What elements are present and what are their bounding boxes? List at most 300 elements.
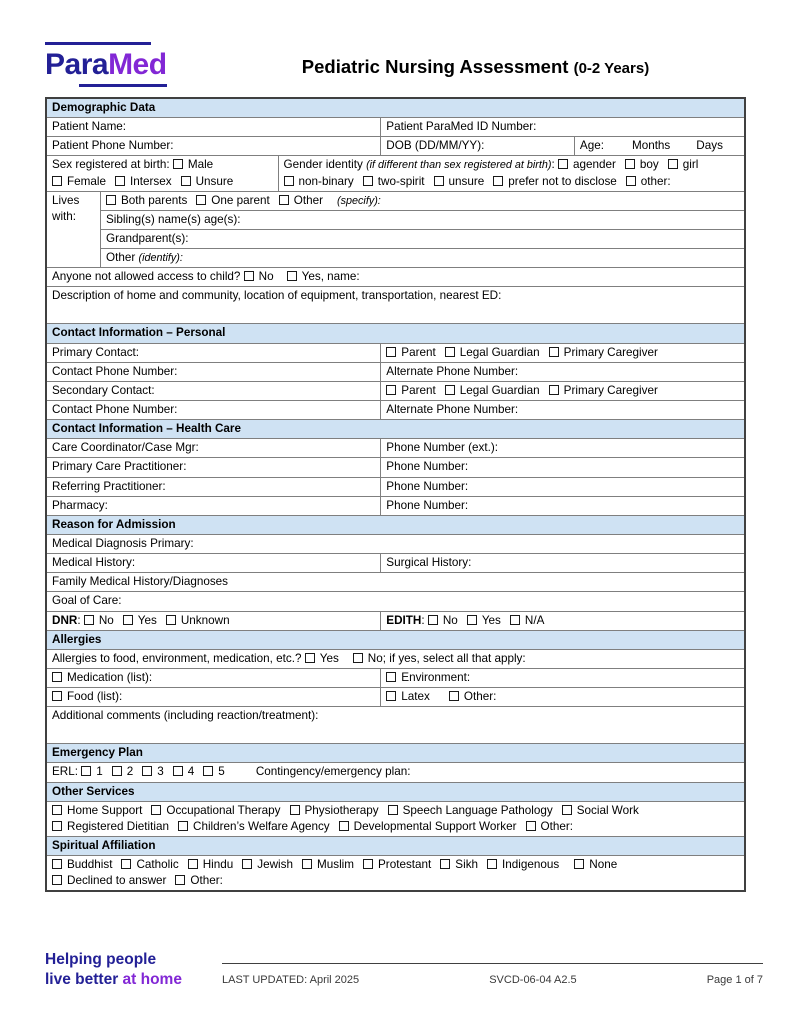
checkbox-option[interactable] [52,874,166,887]
checkbox-option[interactable] [106,194,187,207]
row-allergies-question [46,649,745,668]
allergy-latex-other-field[interactable] [381,688,745,707]
row-secondary-contact [46,381,745,400]
goal-of-care-field[interactable] [46,592,745,611]
checkbox-icon[interactable] [386,385,396,395]
section-reason-for-admission [46,515,745,534]
italic-label: (specify): [337,194,381,207]
checkbox-label: Hindu [202,858,234,872]
checkbox-label: Muslim [317,858,355,872]
checkbox-icon[interactable] [445,347,455,357]
checkbox-icon[interactable] [173,159,183,169]
checkbox-label: Yes, name: [301,270,360,284]
field-label: Phone Number (ext.): [386,441,499,455]
checkbox-option[interactable] [52,858,112,871]
checkbox-icon[interactable] [151,805,161,815]
checkbox-label: Legal Guardian [459,383,540,397]
checkbox-icon[interactable] [284,176,294,186]
section-emergency-plan [46,744,745,763]
page-number-text: Page 1 of 7 [706,974,763,986]
checkbox-option[interactable] [428,614,458,627]
gender-identity-field[interactable] [278,156,745,191]
checkbox-icon[interactable] [173,766,183,776]
checkbox-icon[interactable] [625,159,635,169]
checkbox-label: One parent [211,193,270,207]
checkbox-icon[interactable] [178,821,188,831]
row-grandparents [46,229,745,248]
field-label: Medical History: [52,556,136,570]
checkbox-option[interactable] [284,175,354,188]
checkbox-icon[interactable] [388,805,398,815]
section-header: Demographic Data [46,98,745,118]
checkbox-label: 3 [157,765,164,779]
family-history-field[interactable] [46,573,745,592]
allergies-question-field[interactable] [46,649,745,668]
edith-field[interactable] [381,611,745,630]
field-label: Contact Phone Number: [52,402,178,416]
section-header: Contact Information – Personal [46,324,745,343]
dob-field[interactable] [381,137,575,156]
checkbox-icon[interactable] [81,766,91,776]
row-phone-dob-age [46,137,745,156]
checkbox-option[interactable] [287,270,360,283]
checkbox-option[interactable] [178,820,330,833]
checkbox-label: 1 [96,765,103,779]
checkbox-option[interactable] [81,765,103,778]
footer-meta [222,963,763,986]
checkbox-label: No [258,270,274,284]
checkbox-icon[interactable] [52,691,62,701]
checkbox-option[interactable] [52,690,122,703]
care-coordinator-field[interactable] [46,439,381,458]
spiritual-affiliation-field[interactable] [46,856,745,892]
spacer [670,148,696,149]
field-label: DOB (DD/MM/YY): [386,139,485,153]
logo-text-para: Para [45,48,109,81]
checkbox-icon[interactable] [626,176,636,186]
checkbox-icon[interactable] [188,859,198,869]
checkbox-option[interactable] [526,820,573,833]
checkbox-option[interactable] [181,175,234,188]
field-label: Patient Phone Number: [52,139,174,153]
checkbox-icon[interactable] [279,195,289,205]
row-contact-phone-2 [46,400,745,419]
siblings-field[interactable] [101,210,745,229]
checkbox-option[interactable] [302,858,354,871]
checkbox-label: Indigenous [502,858,560,872]
checkbox-label: Other [293,193,324,207]
secondary-contact-field[interactable] [46,381,381,400]
title-suffix: (0-2 Years) [573,60,650,77]
field-label: Family Medical History/Diagnoses [52,575,229,589]
medical-diagnosis-field[interactable] [46,534,745,553]
checkbox-option[interactable] [353,652,526,665]
checkbox-icon[interactable] [181,176,191,186]
checkbox-label: non-binary [298,174,354,188]
spacer [604,148,632,149]
checkbox-icon[interactable] [363,176,373,186]
contact-phone-field-2[interactable] [46,400,381,419]
primary-contact-role-field[interactable] [381,343,745,362]
checkbox-option[interactable] [173,765,195,778]
section-spiritual-affiliation [46,836,745,855]
checkbox-option[interactable] [386,384,435,397]
checkbox-option[interactable] [562,804,639,817]
row-medical-surgical-history [46,554,745,573]
checkbox-label: Food (list): [67,690,123,704]
checkbox-option[interactable] [445,346,540,359]
checkbox-option[interactable] [84,614,114,627]
checkbox-icon[interactable] [52,821,62,831]
checkbox-label: agender [573,158,616,172]
checkbox-option[interactable] [625,158,659,171]
checkbox-icon[interactable] [244,271,254,281]
checkbox-option[interactable] [434,175,485,188]
pharmacy-field[interactable] [46,496,381,515]
checkbox-icon[interactable] [574,859,584,869]
checkbox-label: Primary Caregiver [563,345,658,359]
checkbox-label: Buddhist [67,858,113,872]
referring-practitioner-phone-field[interactable] [381,477,745,496]
checkbox-option[interactable] [196,194,269,207]
field-label: Alternate Phone Number: [386,402,519,416]
grandparents-field[interactable] [101,229,745,248]
checkbox-label: Yes [481,613,501,627]
field-label: Surgical History: [386,556,472,570]
checkbox-icon[interactable] [434,176,444,186]
checkbox-icon[interactable] [386,347,396,357]
field-label: Anyone not allowed access to child? [52,270,244,284]
checkbox-icon[interactable] [242,859,252,869]
contact-phone-field[interactable] [46,362,381,381]
row-additional-comments [46,707,745,744]
checkbox-option[interactable] [549,384,658,397]
checkbox-icon[interactable] [487,859,497,869]
tagline-line1: Helping people [45,951,157,968]
checkbox-label: Occupational Therapy [166,803,281,817]
checkbox-option[interactable] [493,175,617,188]
checkbox-option[interactable] [142,765,164,778]
checkbox-label: Medication (list): [67,670,153,684]
checkbox-label: Sikh [455,858,479,872]
section-contact-health-care [46,420,745,439]
row-lives-with-other [46,249,745,268]
surgical-history-field[interactable] [381,554,745,573]
checkbox-label: boy [639,158,659,172]
checkbox-option[interactable] [244,270,274,283]
row-medical-diagnosis [46,534,745,553]
checkbox-option[interactable] [668,158,699,171]
checkbox-icon[interactable] [339,821,349,831]
checkbox-label: Children’s Welfare Agency [193,819,330,833]
checkbox-icon[interactable] [445,385,455,395]
pharmacy-phone-field[interactable] [381,496,745,515]
checkbox-icon[interactable] [123,615,133,625]
checkbox-option[interactable] [339,820,517,833]
referring-practitioner-field[interactable] [46,477,381,496]
tagline-line2-purple: at home [122,971,182,989]
field-label: Description of home and community, location of equipment, transportation, nearest ED: [52,289,502,303]
field-label: : [421,613,428,627]
checkbox-label: Other: [463,690,497,704]
field-label: Referring Practitioner: [52,479,166,493]
checkbox-icon[interactable] [386,672,396,682]
alternate-phone-field-2[interactable] [381,400,745,419]
field-label: Contingency/emergency plan: [255,765,411,779]
checkbox-icon[interactable] [386,691,396,701]
checkbox-label: No; if yes, select all that apply: [367,651,526,665]
checkbox-option[interactable] [123,614,157,627]
primary-contact-field[interactable] [46,343,381,362]
checkbox-option[interactable] [188,858,234,871]
field-label: Pharmacy: [52,498,108,512]
access-to-child-field[interactable] [46,268,745,287]
checkbox-icon[interactable] [668,159,678,169]
row-allergy-medication-environment [46,668,745,687]
patient-id-field[interactable] [381,118,745,137]
row-siblings [46,210,745,229]
checkbox-option[interactable] [173,158,213,171]
medical-history-field[interactable] [46,554,381,573]
field-label: Gender identity [283,158,367,172]
checkbox-icon[interactable] [112,766,122,776]
field-label: ERL: [52,765,82,779]
checkbox-option[interactable] [242,858,293,871]
checkbox-option[interactable] [279,194,323,207]
field-label: Patient Name: [52,120,127,134]
field-label: Days [696,139,723,153]
checkbox-icon[interactable] [449,691,459,701]
logo-underline [79,84,167,87]
row-home-description [46,287,745,324]
field-label: Sibling(s) name(s) age(s): [106,212,241,226]
row-allergy-food-latex [46,688,745,707]
checkbox-label: Unknown [180,613,230,627]
patient-phone-field[interactable] [46,137,381,156]
checkbox-icon[interactable] [52,176,62,186]
checkbox-icon[interactable] [106,195,116,205]
checkbox-option[interactable] [386,346,435,359]
checkbox-icon[interactable] [175,875,185,885]
checkbox-option[interactable] [121,858,178,871]
checkbox-icon[interactable] [467,615,477,625]
checkbox-icon[interactable] [562,805,572,815]
last-updated-text: LAST UPDATED: April 2025 [222,974,360,986]
checkbox-label: Jewish [257,858,293,872]
checkbox-option[interactable] [487,858,559,871]
section-header: Emergency Plan [46,744,745,763]
checkbox-icon[interactable] [510,615,520,625]
checkbox-icon[interactable] [302,859,312,869]
checkbox-label: Male [187,158,214,172]
logo-text-med: Med [108,48,167,81]
allergy-food-field[interactable] [46,688,381,707]
checkbox-icon[interactable] [428,615,438,625]
tagline-line2-navy: live better [45,971,123,989]
checkbox-option[interactable] [574,858,617,871]
checkbox-icon[interactable] [290,805,300,815]
field-label: Sex registered at birth: [52,158,173,172]
row-lives-with-parents [46,191,745,210]
checkbox-icon[interactable] [84,615,94,625]
checkbox-option[interactable] [510,614,544,627]
section-demographic-data [46,98,745,118]
row-erl [46,763,745,782]
field-label: Months [631,139,671,153]
checkbox-icon[interactable] [363,859,373,869]
sex-registered-field[interactable] [46,156,278,191]
checkbox-icon[interactable] [526,821,536,831]
checkbox-icon[interactable] [440,859,450,869]
checkbox-option[interactable] [175,874,222,887]
checkbox-icon[interactable] [52,672,62,682]
checkbox-icon[interactable] [558,159,568,169]
checkbox-option[interactable] [52,671,152,684]
checkbox-label: Environment: [401,670,471,684]
section-other-services [46,782,745,801]
checkbox-icon[interactable] [203,766,213,776]
field-label: Primary Contact: [52,345,140,359]
checkbox-icon[interactable] [305,653,315,663]
row-dnr-edith [46,611,745,630]
field-label: Allergies to food, environment, medication, etc.? [52,651,305,665]
italic-label: (if different than sex registered at birth) [366,159,552,172]
row-goal-of-care [46,592,745,611]
checkbox-label: Home Support [67,803,143,817]
page-title [170,56,781,78]
row-access-to-child [46,268,745,287]
checkbox-label: Declined to answer [67,874,167,888]
checkbox-option[interactable] [203,765,225,778]
checkbox-icon[interactable] [353,653,363,663]
care-coordinator-phone-field[interactable] [381,439,745,458]
row-referring-practitioner [46,477,745,496]
checkbox-label: Yes [319,651,339,665]
checkbox-option[interactable] [166,614,230,627]
field-label: : [551,158,558,172]
erl-field[interactable] [46,763,745,782]
field-label: : [77,613,84,627]
row-patient-name [46,118,745,137]
checkbox-icon[interactable] [196,195,206,205]
checkbox-option[interactable] [467,614,501,627]
checkbox-label: 4 [187,765,195,779]
checkbox-option[interactable] [52,820,169,833]
logo-topline [45,42,151,45]
checkbox-label: two-spirit [377,174,425,188]
patient-name-field[interactable] [46,118,381,137]
italic-label: (identify): [138,252,183,265]
field-label: Primary Care Practitioner: [52,460,187,474]
paramed-logo [45,50,167,80]
section-header: Spiritual Affiliation [46,836,745,855]
doc-code-text: SVCD-06-04 A2.5 [489,974,577,986]
checkbox-option[interactable] [52,175,106,188]
lives-with-label-cell [46,191,101,268]
checkbox-icon[interactable] [287,271,297,281]
row-contact-phone-1 [46,362,745,381]
assessment-form-table [45,97,746,892]
row-primary-contact [46,343,745,362]
lives-with-parents-field[interactable] [101,191,745,210]
checkbox-label: prefer not to disclose [508,174,617,188]
checkbox-label: No [98,613,114,627]
checkbox-label: 5 [218,765,225,779]
checkbox-option[interactable] [558,158,616,171]
checkbox-option[interactable] [290,804,379,817]
alternate-phone-field[interactable] [381,362,745,381]
field-label: Age: [579,139,604,153]
checkbox-icon[interactable] [52,805,62,815]
checkbox-label: 2 [126,765,134,779]
checkbox-label: Unsure [195,174,234,188]
checkbox-option[interactable] [386,671,470,684]
row-pharmacy [46,496,745,515]
primary-practitioner-field[interactable] [46,458,381,477]
checkbox-icon[interactable] [142,766,152,776]
checkbox-option[interactable] [440,858,478,871]
checkbox-icon[interactable] [52,859,62,869]
checkbox-icon[interactable] [549,385,559,395]
checkbox-icon[interactable] [121,859,131,869]
checkbox-label: Speech Language Pathology [402,803,553,817]
checkbox-option[interactable] [626,175,671,188]
checkbox-label: Parent [401,345,436,359]
primary-practitioner-phone-field[interactable] [381,458,745,477]
checkbox-option[interactable] [445,384,540,397]
checkbox-icon[interactable] [52,875,62,885]
checkbox-option[interactable] [363,175,425,188]
checkbox-option[interactable] [115,175,172,188]
checkbox-label: Legal Guardian [459,345,540,359]
field-label: Care Coordinator/Case Mgr: [52,441,199,455]
dnr-field[interactable] [46,611,381,630]
section-allergies [46,630,745,649]
row-primary-care-practitioner [46,458,745,477]
additional-comments-field[interactable] [46,707,745,744]
checkbox-option[interactable] [549,346,658,359]
home-description-field[interactable] [46,287,745,324]
field-label: Additional comments (including reaction/treatment): [52,709,319,723]
secondary-contact-role-field[interactable] [381,381,745,400]
allergy-environment-field[interactable] [381,668,745,687]
checkbox-option[interactable] [305,652,339,665]
checkbox-option[interactable] [151,804,280,817]
checkbox-label: Primary Caregiver [563,383,658,397]
spacer [234,774,256,775]
checkbox-icon[interactable] [549,347,559,357]
checkbox-option[interactable] [388,804,553,817]
checkbox-icon[interactable] [493,176,503,186]
checkbox-option[interactable] [112,765,134,778]
field-label: Phone Number: [386,498,469,512]
checkbox-option[interactable] [449,690,496,703]
brand-tagline [45,950,182,990]
checkbox-label: girl [682,158,699,172]
checkbox-icon[interactable] [166,615,176,625]
checkbox-label: Intersex [129,174,172,188]
section-contact-personal [46,324,745,343]
checkbox-option[interactable] [363,858,431,871]
checkbox-option[interactable] [52,804,142,817]
other-services-field[interactable] [46,801,745,836]
age-field[interactable] [574,137,745,156]
checkbox-label: Social Work [576,803,639,817]
checkbox-option[interactable] [386,690,430,703]
allergy-medication-field[interactable] [46,668,381,687]
checkbox-icon[interactable] [115,176,125,186]
lives-with-other-field[interactable] [101,249,745,268]
